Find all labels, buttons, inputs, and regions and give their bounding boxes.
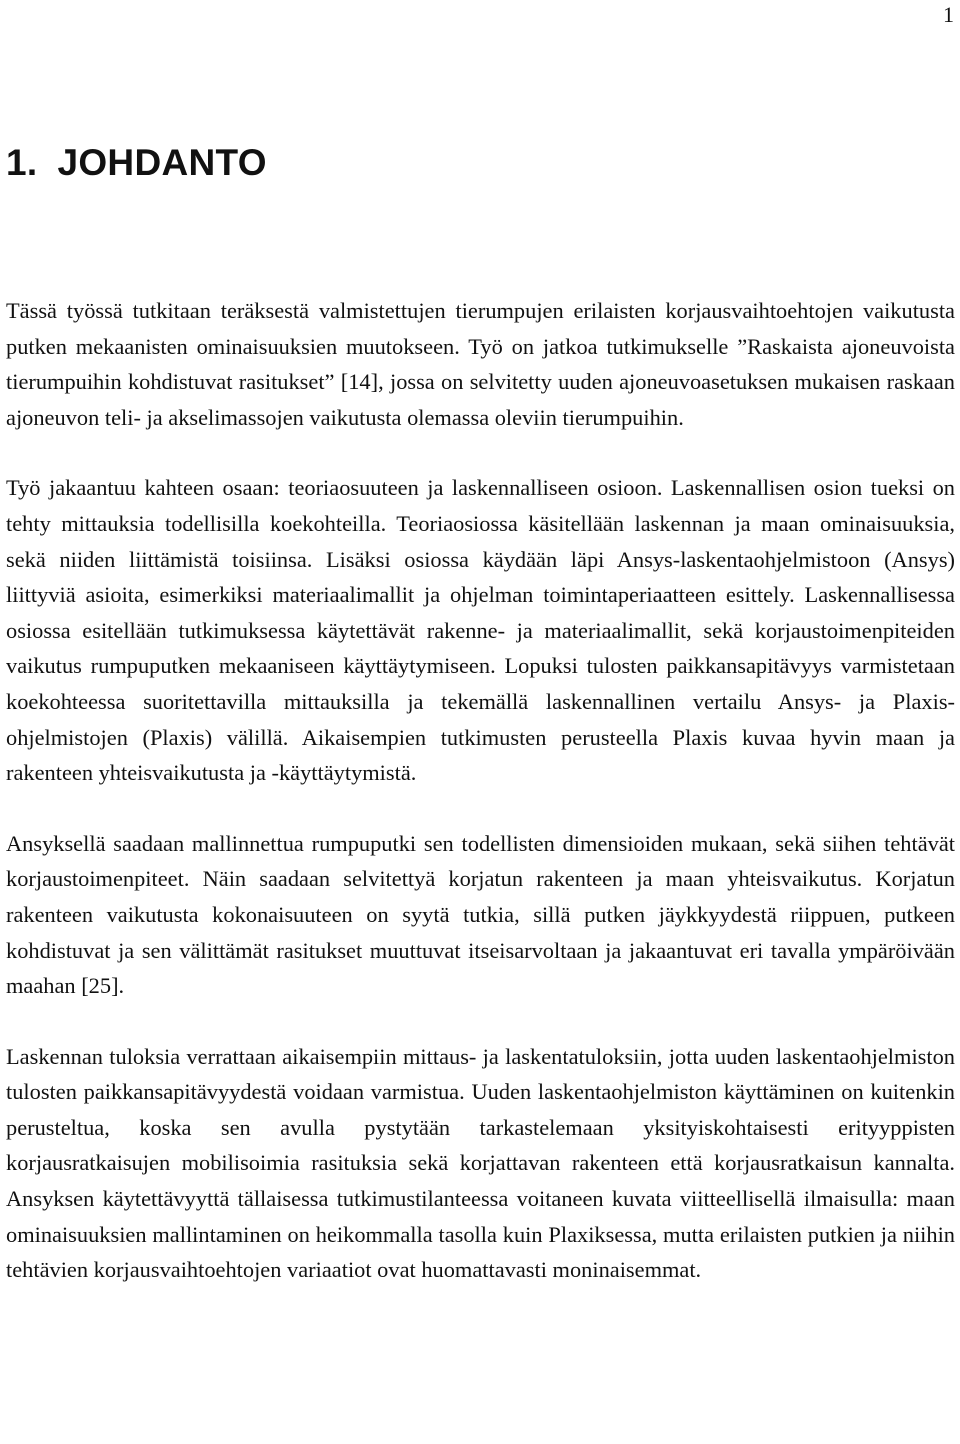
paragraph-ansys-modelling: Ansyksellä saadaan mallinnettua rumpuputki sen todellisten dimensioiden mukaan, sekä siihen tehtävät korjaustoimenpiteet. Näin saadaan selvitettyä korjatun rakenteen ja maan yhteisvaikutus. Korjatun rakenteen vaikutusta kokonaisuuteen on syytä tutkia, sillä putken jäykkyydestä riippuen, putkeen kohdistuvat ja sen välittämät rasitukset muuttuvat itseisarvoltaan ja jakaantuvat eri tavalla ympäröivään maahan [25]. <box>6 830 955 999</box>
paragraph-structure: Työ jakaantuu kahteen osaan: teoriaosuuteen ja laskennalliseen osioon. Laskennallisen osion tueksi on tehty mittauksia todellisilla koekohteilla. Teoriaosiossa käsitellään laskennan ja maan ominaisuuksia, sekä niiden liittämistä toisiinsa. Lisäksi osiossa käydään läpi Ansys-laskentaohjelmistoon (Ansys) liittyviä asioita, esimerkiksi materiaalimallit ja ohjelman toimintaperiaatteen esittely. Laskennallisessa osiossa esitellään tutkimuksessa käytettävät rakenne- ja materiaalimallit, sekä korjaustoimenpiteiden vaikutus rumpuputken mekaaniseen käyttäytymiseen. Lopuksi tulosten paikkansapitävyys varmistetaan koekohteessa suoritettavilla mittauksilla ja tekemällä laskennallinen vertailu Ansys- ja Plaxis-ohjelmistojen (Plaxis) välillä. Aikaisempien tutkimusten perusteella Plaxis kuvaa hyvin maan ja rakenteen yhteisvaikutusta ja -käyttäytymistä. <box>6 475 955 786</box>
paragraph-intro: Tässä työssä tutkitaan teräksestä valmistettujen tierumpujen erilaisten korjausvaihtoehtojen vaikutusta putken mekaanisten ominaisuuksien muutokseen. Työ on jatkoa tutkimukselle ”Raskaista ajoneuvoista tierumpuihin kohdistuvat rasitukset” [14], jossa on selvitetty uuden ajoneuvoasetuksen mukaisen raskaan ajoneuvon teli- ja akselimassojen vaikutusta olemassa oleviin tierumpuihin. <box>6 298 955 430</box>
chapter-number: 1. <box>6 142 38 183</box>
page-number: 1 <box>943 2 954 27</box>
chapter-title: JOHDANTO <box>57 142 267 183</box>
chapter-heading <box>6 140 267 186</box>
body-text <box>6 293 955 1288</box>
paragraph-comparison: Laskennan tuloksia verrattaan aikaisempiin mittaus- ja laskentatuloksiin, jotta uuden laskentaohjelmiston tulosten paikkansapitävyydestä voidaan varmistua. Uuden laskentaohjelmiston käyttäminen on kuitenkin perusteltua, koska sen avulla pystytään tarkastelemaan yksityiskohtaisesti erityyppisten korjausratkaisujen mobilisoimia rasituksia sekä korjattavan rakenteen että korjausratkaisun kannalta. Ansyksen käytettävyyttä tällaisessa tutkimustilanteessa voitaneen kuvata viitteellisellä ilmaisulla: maan ominaisuuksien mallintaminen on heikommalla tasolla kuin Plaxiksessa, mutta erilaisten putkien ja niihin tehtävien korjausvaihtoehtojen variaatiot ovat huomattavasti moninaisemmat. <box>6 1043 955 1283</box>
